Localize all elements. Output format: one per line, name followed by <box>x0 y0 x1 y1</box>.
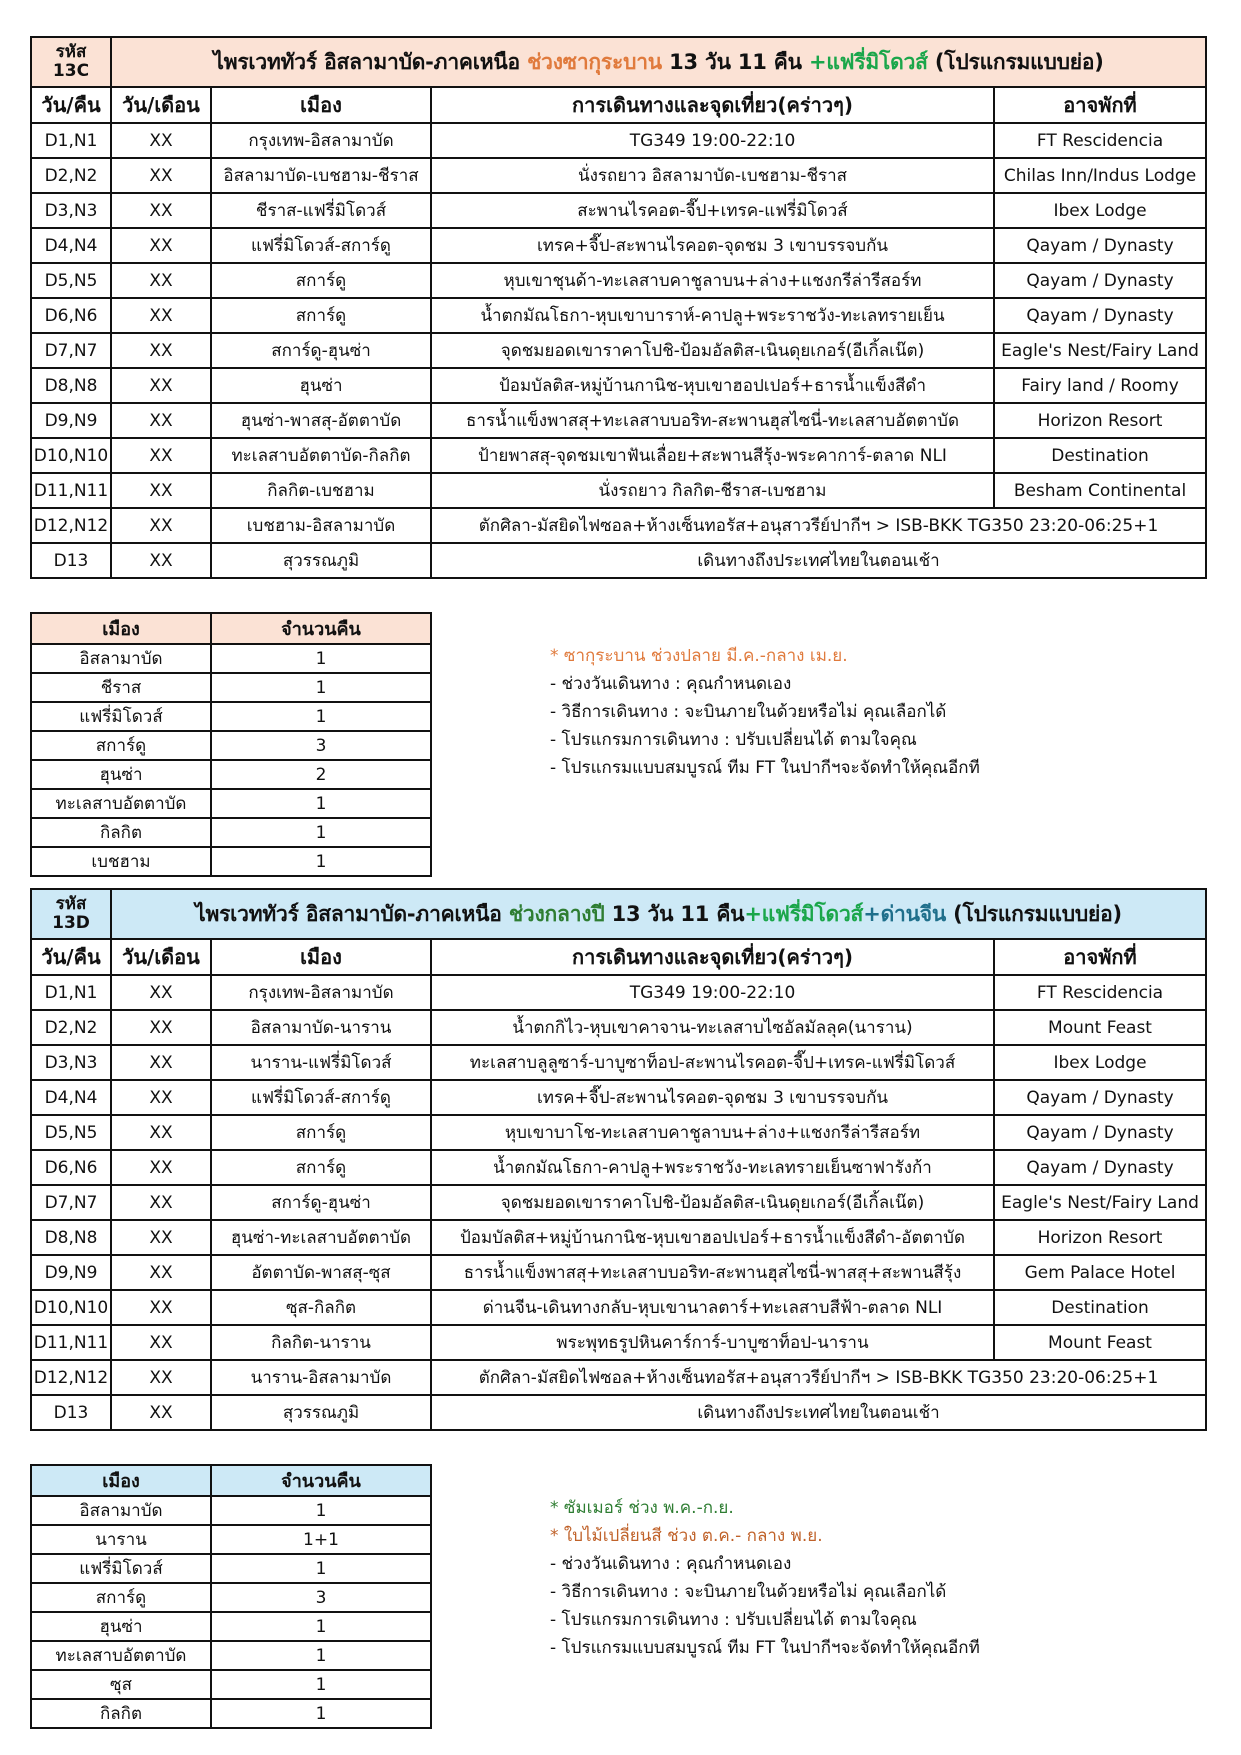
program-title <box>111 37 1206 87</box>
title-duration: 13 วัน 11 คืน <box>604 901 745 926</box>
title-suffix: (โปรแกรมแบบย่อ) <box>946 901 1122 926</box>
summary-city: สการ์ดู <box>31 1583 211 1612</box>
day-night-cell: D2,N2 <box>31 158 111 193</box>
day-night-cell: D9,N9 <box>31 403 111 438</box>
summary-row <box>31 1554 431 1583</box>
date-cell: XX <box>111 438 211 473</box>
date-cell: XX <box>111 1080 211 1115</box>
city-cell: กรุงเทพ-อิสลามาบัด <box>211 123 431 158</box>
program-code-cell <box>31 889 111 939</box>
nights-summary-13d <box>30 1464 432 1729</box>
summary-nights: 1 <box>211 1496 431 1525</box>
summary-city: นาราน <box>31 1525 211 1554</box>
summary-rows <box>31 644 431 876</box>
city-cell: ซุส-กิลกิต <box>211 1290 431 1325</box>
day-night-cell: D11,N11 <box>31 473 111 508</box>
summary-row <box>31 1699 431 1728</box>
city-cell: นาราน-อิสลามาบัด <box>211 1360 431 1395</box>
title-duration: 13 วัน 11 คืน <box>661 49 809 74</box>
table-row <box>31 975 1206 1010</box>
title-main: ไพรเวททัวร์ อิสลามาบัด-ภาคเหนือ <box>213 49 528 74</box>
code-label: รหัส <box>55 894 87 914</box>
summary-row <box>31 1641 431 1670</box>
city-cell: นาราน-แฟรี่มิโดวส์ <box>211 1045 431 1080</box>
city-cell: แฟรี่มิโดวส์-สการ์ดู <box>211 228 431 263</box>
note-item: - ช่วงวันเดินทาง : คุณกำหนดเอง <box>550 674 792 694</box>
summary-row <box>31 731 431 760</box>
table-row <box>31 1255 1206 1290</box>
day-night-cell: D9,N9 <box>31 1255 111 1290</box>
column-headers <box>31 87 1206 123</box>
summary-city: กิลกิต <box>31 818 211 847</box>
hotel-cell: Ibex Lodge <box>994 1045 1206 1080</box>
route-cell: TG349 19:00-22:10 <box>431 123 994 158</box>
summary-nights: 1 <box>211 847 431 876</box>
summary-row <box>31 818 431 847</box>
notes-13d <box>550 1494 980 1662</box>
city-cell: อิสลามาบัด-เบชฮาม-ชีราส <box>211 158 431 193</box>
season-note: * ซากุระบาน ช่วงปลาย มี.ค.-กลาง เม.ย. <box>550 646 848 666</box>
summary-header <box>31 1465 431 1496</box>
date-cell: XX <box>111 1150 211 1185</box>
summary-row <box>31 644 431 673</box>
day-night-cell: D12,N12 <box>31 1360 111 1395</box>
day-night-cell: D4,N4 <box>31 1080 111 1115</box>
route-cell: จุดชมยอดเขาราคาโปชิ-ป้อมอัลติส-เนินดุยเกอร์(อีเกิ้ลเน๊ต) <box>431 1185 994 1220</box>
hotel-cell: Gem Palace Hotel <box>994 1255 1206 1290</box>
table-row <box>31 473 1206 508</box>
date-cell: XX <box>111 158 211 193</box>
date-cell: XX <box>111 1220 211 1255</box>
table-row <box>31 333 1206 368</box>
hotel-cell: Fairy land / Roomy <box>994 368 1206 403</box>
hotel-cell: FT Rescidencia <box>994 123 1206 158</box>
table-row <box>31 158 1206 193</box>
day-night-cell: D2,N2 <box>31 1010 111 1045</box>
city-cell: สการ์ดู <box>211 1150 431 1185</box>
summary-nights: 2 <box>211 760 431 789</box>
city-cell: อัตตาบัด-พาสสุ-ซุส <box>211 1255 431 1290</box>
summary-nights: 1 <box>211 789 431 818</box>
table-row <box>31 1325 1206 1360</box>
summary-col-city: เมือง <box>31 613 211 644</box>
program-code: 13D <box>52 913 90 933</box>
day-night-cell: D4,N4 <box>31 228 111 263</box>
hotel-cell: Qayam / Dynasty <box>994 263 1206 298</box>
route-cell: น้ำตกกิไว-หุบเขาคาจาน-ทะเลสาบไซอัลมัลลุค(นาราน) <box>431 1010 994 1045</box>
season-note: * ซัมเมอร์ ช่วง พ.ค.-ก.ย. <box>550 1498 734 1518</box>
summary-col-nights: จำนวนคืน <box>211 613 431 644</box>
table-row <box>31 438 1206 473</box>
hotel-cell: Mount Feast <box>994 1325 1206 1360</box>
day-night-cell: D5,N5 <box>31 263 111 298</box>
col-date: วัน/เดือน <box>111 87 211 123</box>
itinerary-rows <box>31 123 1206 578</box>
day-night-cell: D3,N3 <box>31 193 111 228</box>
summary-nights: 1 <box>211 702 431 731</box>
table-row <box>31 1185 1206 1220</box>
city-cell: สการ์ดู-ฮุนซ่า <box>211 333 431 368</box>
route-cell: ด่านจีน-เดินทางกลับ-หุบเขานาลตาร์+ทะเลสาบสีฟ้า-ตลาด NLI <box>431 1290 994 1325</box>
day-night-cell: D13 <box>31 1395 111 1430</box>
summary-row <box>31 1496 431 1525</box>
date-cell: XX <box>111 1115 211 1150</box>
itinerary-rows <box>31 975 1206 1430</box>
day-night-cell: D6,N6 <box>31 298 111 333</box>
summary-city: กิลกิต <box>31 1699 211 1728</box>
col-day-night: วัน/คืน <box>31 87 111 123</box>
summary-row <box>31 1525 431 1554</box>
route-cell: ธารน้ำแข็งพาสสุ+ทะเลสาบบอริท-สะพานฮุสไซนี่-ทะเลสาบอัตตาบัด <box>431 403 994 438</box>
note-item: - ช่วงวันเดินทาง : คุณกำหนดเอง <box>550 1554 792 1574</box>
table-row <box>31 228 1206 263</box>
city-cell: กิลกิต-เบชฮาม <box>211 473 431 508</box>
day-night-cell: D6,N6 <box>31 1150 111 1185</box>
day-night-cell: D7,N7 <box>31 333 111 368</box>
season-note: * ใบไม้เปลี่ยนสี ช่วง ต.ค.- กลาง พ.ย. <box>550 1526 823 1546</box>
hotel-cell: Qayam / Dynasty <box>994 298 1206 333</box>
route-cell: นั่งรถยาว กิลกิต-ชีราส-เบชฮาม <box>431 473 994 508</box>
col-hotel: อาจพักที่ <box>994 87 1206 123</box>
route-cell: จุดชมยอดเขาราคาโปชิ-ป้อมอัลติส-เนินดุยเกอร์(อีเกิ้ลเน๊ต) <box>431 333 994 368</box>
city-cell: กรุงเทพ-อิสลามาบัด <box>211 975 431 1010</box>
hotel-cell: Mount Feast <box>994 1010 1206 1045</box>
summary-nights: 1 <box>211 1554 431 1583</box>
city-cell: ฮุนซ่า <box>211 368 431 403</box>
table-row <box>31 193 1206 228</box>
table-row <box>31 1220 1206 1255</box>
route-cell: ป้อมบัลติส+หมู่บ้านกานิช-หุบเขาฮอปเปอร์+ธารน้ำแข็งสีดำ-อัตตาบัด <box>431 1220 994 1255</box>
note-item: - โปรแกรมแบบสมบูรณ์ ทีม FT ในปากีฯจะจัดทำให้คุณอีกที <box>550 758 980 778</box>
city-cell: ทะเลสาบอัตตาบัด-กิลกิต <box>211 438 431 473</box>
day-night-cell: D10,N10 <box>31 438 111 473</box>
col-route: การเดินทางและจุดเที่ยว(คร่าวๆ) <box>431 939 994 975</box>
note-item: - โปรแกรมการเดินทาง : ปรับเปลี่ยนได้ ตามใจคุณ <box>550 1610 917 1630</box>
day-night-cell: D1,N1 <box>31 123 111 158</box>
summary-nights: 3 <box>211 1583 431 1612</box>
date-cell: XX <box>111 123 211 158</box>
date-cell: XX <box>111 1255 211 1290</box>
summary-city: เบชฮาม <box>31 847 211 876</box>
date-cell: XX <box>111 543 211 578</box>
date-cell: XX <box>111 508 211 543</box>
day-night-cell: D12,N12 <box>31 508 111 543</box>
day-night-cell: D10,N10 <box>31 1290 111 1325</box>
table-row <box>31 543 1206 578</box>
city-cell: สุวรรณภูมิ <box>211 543 431 578</box>
summary-city: ชีราส <box>31 673 211 702</box>
hotel-cell: Ibex Lodge <box>994 193 1206 228</box>
hotel-cell: Horizon Resort <box>994 403 1206 438</box>
route-cell: พระพุทธรูปหินคาร์การ์-บาบูซาท็อป-นาราน <box>431 1325 994 1360</box>
hotel-cell: Qayam / Dynasty <box>994 1150 1206 1185</box>
summary-row <box>31 1583 431 1612</box>
col-date: วัน/เดือน <box>111 939 211 975</box>
hotel-cell: Besham Continental <box>994 473 1206 508</box>
summary-row <box>31 1670 431 1699</box>
summary-city: แฟรี่มิโดวส์ <box>31 1554 211 1583</box>
title-extra: +แฟรี่มิโดวส์ <box>744 901 864 926</box>
city-cell: ฮุนซ่า-ทะเลสาบอัตตาบัด <box>211 1220 431 1255</box>
summary-col-nights: จำนวนคืน <box>211 1465 431 1496</box>
city-cell: สการ์ดู-ฮุนซ่า <box>211 1185 431 1220</box>
route-cell: ตักศิลา-มัสยิดไฟซอล+ห้างเซ็นทอรัส+อนุสาวรีย์ปากีฯ > ISB-BKK TG350 23:20-06:25+1 <box>431 508 1206 543</box>
hotel-cell: Qayam / Dynasty <box>994 1080 1206 1115</box>
itinerary-table-13d <box>30 888 1207 1431</box>
route-cell: เดินทางถึงประเทศไทยในตอนเช้า <box>431 543 1206 578</box>
note-item: - โปรแกรมแบบสมบูรณ์ ทีม FT ในปากีฯจะจัดทำให้คุณอีกที <box>550 1638 980 1658</box>
hotel-cell: Qayam / Dynasty <box>994 1115 1206 1150</box>
day-night-cell: D5,N5 <box>31 1115 111 1150</box>
route-cell: เทรค+จี๊ป-สะพานไรคอต-จุดชม 3 เขาบรรจบกัน <box>431 1080 994 1115</box>
route-cell: ทะเลสาบลูลูซาร์-บาบูซาท็อป-สะพานไรคอต-จี๊ป+เทรค-แฟรี่มิโดวส์ <box>431 1045 994 1080</box>
city-cell: แฟรี่มิโดวส์-สการ์ดู <box>211 1080 431 1115</box>
title-suffix: (โปรแกรมแบบย่อ) <box>927 49 1104 74</box>
title-extra: +แฟรี่มิโดวส์ <box>808 49 928 74</box>
title-extra-2: +ด่านจีน <box>863 901 947 926</box>
title-season: ช่วงกลางปี <box>508 901 605 926</box>
table-row <box>31 508 1206 543</box>
notes-13c <box>550 642 980 782</box>
hotel-cell: Destination <box>994 438 1206 473</box>
date-cell: XX <box>111 1395 211 1430</box>
hotel-cell: Qayam / Dynasty <box>994 228 1206 263</box>
note-item: - วิธีการเดินทาง : จะบินภายในด้วยหรือไม่ คุณเลือกได้ <box>550 702 947 722</box>
hotel-cell: Horizon Resort <box>994 1220 1206 1255</box>
table-row <box>31 1290 1206 1325</box>
date-cell: XX <box>111 1325 211 1360</box>
col-day-night: วัน/คืน <box>31 939 111 975</box>
city-cell: สการ์ดู <box>211 1115 431 1150</box>
summary-city: ทะเลสาบอัตตาบัด <box>31 789 211 818</box>
city-cell: ชีราส-แฟรี่มิโดวส์ <box>211 193 431 228</box>
summary-city: ฮุนซ่า <box>31 1612 211 1641</box>
route-cell: น้ำตกมัณโธกา-คาปลู+พระราชวัง-ทะเลทรายเย็นซาฟารังก้า <box>431 1150 994 1185</box>
date-cell: XX <box>111 403 211 438</box>
program-code-cell <box>31 37 111 87</box>
route-cell: ตักศิลา-มัสยิดไฟซอล+ห้างเซ็นทอรัส+อนุสาวรีย์ปากีฯ > ISB-BKK TG350 23:20-06:25+1 <box>431 1360 1206 1395</box>
day-night-cell: D8,N8 <box>31 368 111 403</box>
route-cell: ป้ายพาสสุ-จุดชมเขาฟันเลื่อย+สะพานสีรุ้ง-พระคาการ์-ตลาด NLI <box>431 438 994 473</box>
city-cell: กิลกิต-นาราน <box>211 1325 431 1360</box>
note-item: - โปรแกรมการเดินทาง : ปรับเปลี่ยนได้ ตามใจคุณ <box>550 730 917 750</box>
code-label: รหัส <box>55 42 87 62</box>
summary-header <box>31 613 431 644</box>
date-cell: XX <box>111 193 211 228</box>
table-row <box>31 1080 1206 1115</box>
summary-nights: 1 <box>211 1641 431 1670</box>
day-night-cell: D1,N1 <box>31 975 111 1010</box>
hotel-cell: Chilas Inn/Indus Lodge <box>994 158 1206 193</box>
table-row <box>31 1360 1206 1395</box>
date-cell: XX <box>111 473 211 508</box>
date-cell: XX <box>111 1185 211 1220</box>
summary-city: สการ์ดู <box>31 731 211 760</box>
program-header <box>31 889 1206 939</box>
route-cell: เทรค+จี๊ป-สะพานไรคอต-จุดชม 3 เขาบรรจบกัน <box>431 228 994 263</box>
date-cell: XX <box>111 975 211 1010</box>
hotel-cell: Eagle's Nest/Fairy Land <box>994 1185 1206 1220</box>
date-cell: XX <box>111 228 211 263</box>
route-cell: เดินทางถึงประเทศไทยในตอนเช้า <box>431 1395 1206 1430</box>
city-cell: ฮุนซ่า-พาสสุ-อัตตาบัด <box>211 403 431 438</box>
summary-city: อิสลามาบัด <box>31 644 211 673</box>
program-title <box>111 889 1206 939</box>
summary-city: ซุส <box>31 1670 211 1699</box>
table-row <box>31 1395 1206 1430</box>
day-night-cell: D13 <box>31 543 111 578</box>
table-row <box>31 1010 1206 1045</box>
summary-nights: 1 <box>211 1670 431 1699</box>
summary-row <box>31 1612 431 1641</box>
summary-city: ทะเลสาบอัตตาบัด <box>31 1641 211 1670</box>
city-cell: สการ์ดู <box>211 263 431 298</box>
table-row <box>31 1150 1206 1185</box>
route-cell: สะพานไรคอต-จี๊ป+เทรค-แฟรี่มิโดวส์ <box>431 193 994 228</box>
table-row <box>31 403 1206 438</box>
col-hotel: อาจพักที่ <box>994 939 1206 975</box>
route-cell: นั่งรถยาว อิสลามาบัด-เบชฮาม-ชีราส <box>431 158 994 193</box>
table-row <box>31 123 1206 158</box>
table-row <box>31 263 1206 298</box>
summary-rows <box>31 1496 431 1728</box>
route-cell: ป้อมบัลติส-หมู่บ้านกานิช-หุบเขาฮอปเปอร์+ธารน้ำแข็งสีดำ <box>431 368 994 403</box>
summary-row <box>31 760 431 789</box>
city-cell: อิสลามาบัด-นาราน <box>211 1010 431 1045</box>
route-cell: TG349 19:00-22:10 <box>431 975 994 1010</box>
route-cell: น้ำตกมัณโธกา-หุบเขาบาราห์-คาปลู+พระราชวัง-ทะเลทรายเย็น <box>431 298 994 333</box>
day-night-cell: D8,N8 <box>31 1220 111 1255</box>
summary-nights: 1 <box>211 818 431 847</box>
date-cell: XX <box>111 263 211 298</box>
summary-nights: 1 <box>211 673 431 702</box>
route-cell: ธารน้ำแข็งพาสสุ+ทะเลสาบบอริท-สะพานฮุสไซนี่-พาสสุ+สะพานสีรุ้ง <box>431 1255 994 1290</box>
summary-city: อิสลามาบัด <box>31 1496 211 1525</box>
date-cell: XX <box>111 1360 211 1395</box>
date-cell: XX <box>111 1045 211 1080</box>
itinerary-table-13c <box>30 36 1207 579</box>
summary-row <box>31 702 431 731</box>
table-row <box>31 298 1206 333</box>
summary-nights: 1 <box>211 1612 431 1641</box>
table-row <box>31 1045 1206 1080</box>
nights-summary-13c <box>30 612 432 877</box>
hotel-cell: FT Rescidencia <box>994 975 1206 1010</box>
summary-city: ฮุนซ่า <box>31 760 211 789</box>
date-cell: XX <box>111 298 211 333</box>
table-row <box>31 1115 1206 1150</box>
date-cell: XX <box>111 368 211 403</box>
date-cell: XX <box>111 1290 211 1325</box>
summary-row <box>31 847 431 876</box>
route-cell: หุบเขาบาโช-ทะเลสาบคาชูลาบน+ล่าง+แชงกรีล่ารีสอร์ท <box>431 1115 994 1150</box>
date-cell: XX <box>111 1010 211 1045</box>
program-header <box>31 37 1206 87</box>
hotel-cell: Eagle's Nest/Fairy Land <box>994 333 1206 368</box>
city-cell: สการ์ดู <box>211 298 431 333</box>
city-cell: สุวรรณภูมิ <box>211 1395 431 1430</box>
city-cell: เบชฮาม-อิสลามาบัด <box>211 508 431 543</box>
summary-row <box>31 789 431 818</box>
note-item: - วิธีการเดินทาง : จะบินภายในด้วยหรือไม่ คุณเลือกได้ <box>550 1582 947 1602</box>
day-night-cell: D11,N11 <box>31 1325 111 1360</box>
col-city: เมือง <box>211 87 431 123</box>
summary-nights: 1 <box>211 1699 431 1728</box>
summary-row <box>31 673 431 702</box>
summary-city: แฟรี่มิโดวส์ <box>31 702 211 731</box>
day-night-cell: D3,N3 <box>31 1045 111 1080</box>
title-main: ไพรเวททัวร์ อิสลามาบัด-ภาคเหนือ <box>195 901 509 926</box>
column-headers <box>31 939 1206 975</box>
hotel-cell: Destination <box>994 1290 1206 1325</box>
summary-nights: 3 <box>211 731 431 760</box>
day-night-cell: D7,N7 <box>31 1185 111 1220</box>
summary-nights: 1+1 <box>211 1525 431 1554</box>
summary-col-city: เมือง <box>31 1465 211 1496</box>
route-cell: หุบเขาชุนด้า-ทะเลสาบคาชูลาบน+ล่าง+แชงกรีล่ารีสอร์ท <box>431 263 994 298</box>
summary-nights: 1 <box>211 644 431 673</box>
col-route: การเดินทางและจุดเที่ยว(คร่าวๆ) <box>431 87 994 123</box>
col-city: เมือง <box>211 939 431 975</box>
table-row <box>31 368 1206 403</box>
program-code: 13C <box>52 61 90 81</box>
title-season: ช่วงซากุระบาน <box>527 49 662 74</box>
date-cell: XX <box>111 333 211 368</box>
